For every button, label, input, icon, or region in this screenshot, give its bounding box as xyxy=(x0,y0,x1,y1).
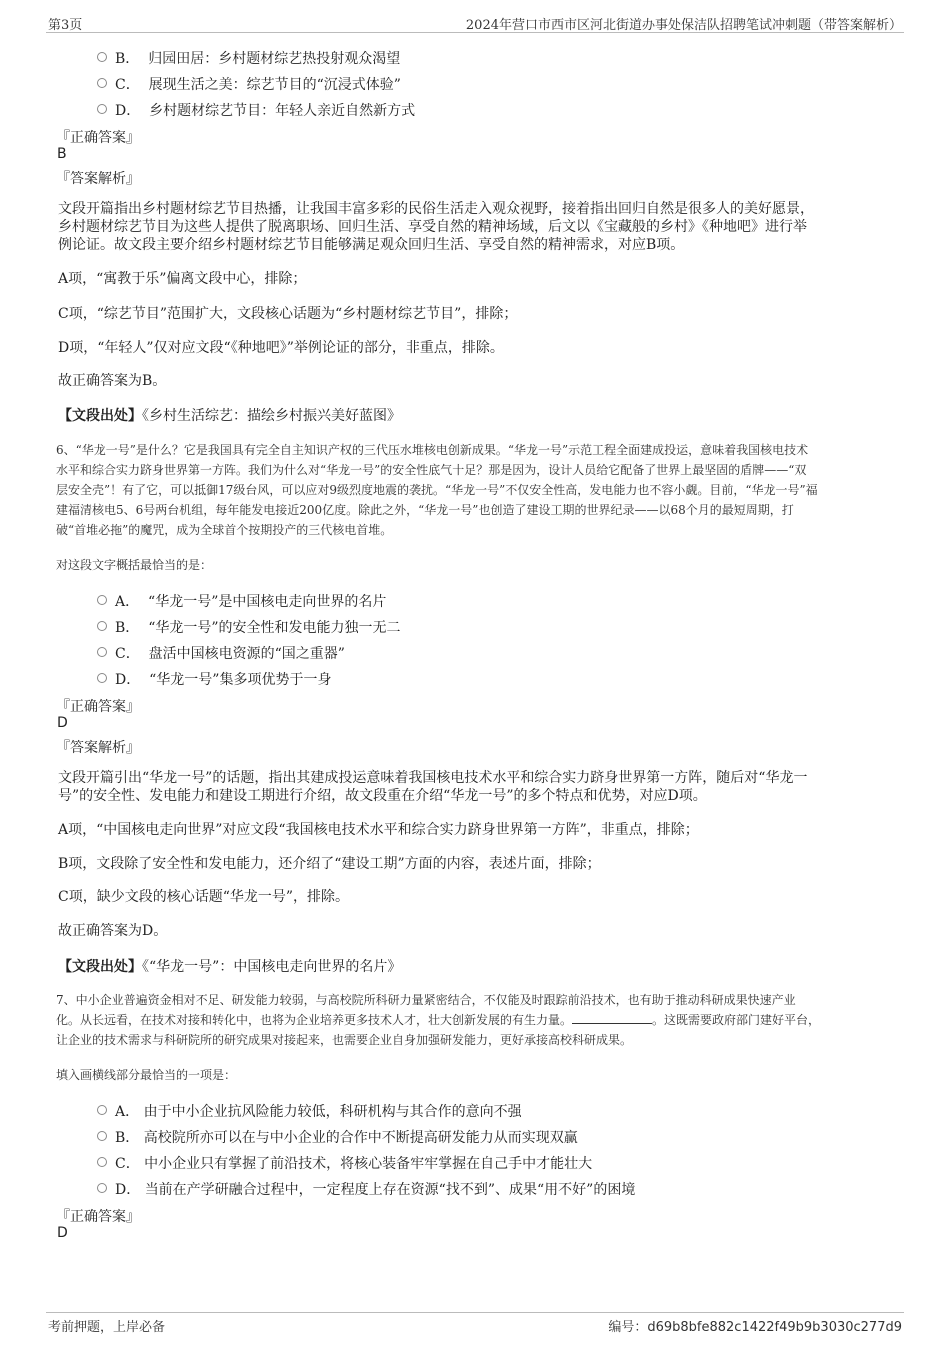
radio-icon[interactable] xyxy=(97,647,107,657)
radio-icon[interactable] xyxy=(97,1157,107,1167)
q5-analysis-label: 『答案解析』 xyxy=(56,171,140,187)
q6-conclusion: 故正确答案为D。 xyxy=(58,923,168,939)
q6-stem-line: 6、“华龙一号”是什么？它是我国具有完全自主知识产权的三代压水堆核电创新成果。“华龙一号”示范工程全面建成投运，意味着我国核电技术 xyxy=(56,443,809,457)
blank-underline xyxy=(572,1011,652,1024)
radio-icon[interactable] xyxy=(97,621,107,631)
q6-note-b: B项，文段除了安全性和发电能力，还介绍了“建设工期”方面的内容，表述片面，排除； xyxy=(58,856,601,872)
q5-answer: B xyxy=(57,146,67,162)
q6-answer: D xyxy=(57,715,68,731)
q7-stem-line: 让企业的技术需求与科研院所的研究成果对接起来，也需要企业自身加强研发能力，更好承接高校科研成果。 xyxy=(56,1033,633,1047)
radio-icon[interactable] xyxy=(97,104,107,114)
q7-answer: D xyxy=(57,1225,68,1241)
q7-stem-line: 7、中小企业普遍资金相对不足、研发能力较弱，与高校院所科研力量紧密结合，不仅能及时跟踪前沿技术，也有助于推动科研成果快速产业 xyxy=(56,993,796,1007)
q5-note-d: D项，“年轻人”仅对应文段“《种地吧》”举例论证的部分，非重点，排除。 xyxy=(58,340,504,356)
q6-note-a: A项，“中国核电走向世界”对应文段“我国核电技术水平和综合实力跻身世界第一方阵”，非重点，排除； xyxy=(58,822,699,838)
radio-icon[interactable] xyxy=(97,1131,107,1141)
q6-stem-line: 建福清核电5、6号两台机组，每年能发电接近200亿度。除此之外，“华龙一号”也创造了建设工期的世界纪录——以68个月的最短周期，打 xyxy=(56,503,794,517)
radio-icon[interactable] xyxy=(97,78,107,88)
radio-icon[interactable] xyxy=(97,595,107,605)
q5-answer-label: 『正确答案』 xyxy=(56,130,140,146)
q5-conclusion: 故正确答案为B。 xyxy=(58,373,167,389)
q6-analysis-line: 号”的安全性、发电能力和建设工期进行介绍，故文段重在介绍“华龙一号”的多个特点和优势，对应D项。 xyxy=(58,788,707,804)
q5-note-c: C项，“综艺节目”范围扩大，文段核心话题为“乡村题材综艺节目”，排除； xyxy=(58,306,518,322)
radio-icon[interactable] xyxy=(97,52,107,62)
page-header xyxy=(46,10,904,33)
q5-analysis-line: 文段开篇指出乡村题材综艺节目热播，让我国丰富多彩的民俗生活走入观众视野，接着指出回归自然是很多人的美好愿景， xyxy=(58,201,814,217)
q7-stem-line: 化。从长远看，在技术对接和转化中，也将为企业培养更多技术人才，壮大创新发展的有生力量。 。这既需要政府部门建好平台， xyxy=(56,1013,821,1027)
q5-note-a: A项，“寓教于乐”偏离文段中心，排除； xyxy=(58,271,307,287)
q5-analysis-line: 乡村题材综艺节目为这些人提供了脱离职场、回归生活、享受自然的精神场域，后文以《宝藏般的乡村》《种地吧》进行举 xyxy=(58,219,807,235)
q6-analysis-line: 文段开篇引出“华龙一号”的话题，指出其建成投运意味着我国核电技术水平和综合实力跻身世界第一方阵，随后对“华龙一 xyxy=(58,770,808,786)
q6-source xyxy=(58,956,401,976)
q6-stem-line: 破“首堆必拖”的魔咒，成为全球首个按期投产的三代核电首堆。 xyxy=(56,523,393,537)
page-number: 第3页 xyxy=(48,18,83,33)
q5-analysis-line: 例论证。故文段主要介绍乡村题材综艺节目能够满足观众回归生活、享受自然的精神需求，对应B项。 xyxy=(58,237,685,253)
q6-stem-line: 水平和综合实力跻身世界第一方阵。我们为什么对“华龙一号”的安全性底气十足？那是因为，设计人员给它配备了世界上最坚固的盾牌——“双 xyxy=(56,463,807,477)
q7-answer-label: 『正确答案』 xyxy=(56,1209,140,1225)
q6-stem-line: 层安全壳”！有了它，可以抵御17级台风，可以应对9级烈度地震的袭扰。“华龙一号”不仅安全性高，发电能力也不容小觑。目前，“华龙一号”福 xyxy=(56,483,818,497)
q6-analysis-label: 『答案解析』 xyxy=(56,740,140,756)
radio-icon[interactable] xyxy=(97,1183,107,1193)
page-footer xyxy=(46,1312,904,1339)
document-code: 编号：d69b8bfe882c1422f49b9b3030c277d9 xyxy=(608,1320,902,1335)
q6-note-c: C项，缺少文段的核心话题“华龙一号”，排除。 xyxy=(58,889,350,905)
source-title: 《乡村生活综艺：描绘乡村振兴美好蓝图》 xyxy=(142,408,401,424)
q5-source xyxy=(58,405,401,425)
footer-slogan: 考前押题，上岸必备 xyxy=(48,1320,166,1335)
document-title: 2024年营口市西市区河北街道办事处保洁队招聘笔试冲刺题（带答案解析） xyxy=(465,18,902,33)
radio-icon[interactable] xyxy=(97,1105,107,1115)
source-label: 【文段出处】 xyxy=(58,959,142,975)
q6-prompt: 对这段文字概括最恰当的是： xyxy=(56,558,213,572)
q6-answer-label: 『正确答案』 xyxy=(56,699,140,715)
radio-icon[interactable] xyxy=(97,673,107,683)
source-label: 【文段出处】 xyxy=(58,408,142,424)
source-title: 《“华龙一号”：中国核电走向世界的名片》 xyxy=(142,959,402,975)
q7-prompt: 填入画横线部分最恰当的一项是： xyxy=(56,1068,237,1082)
